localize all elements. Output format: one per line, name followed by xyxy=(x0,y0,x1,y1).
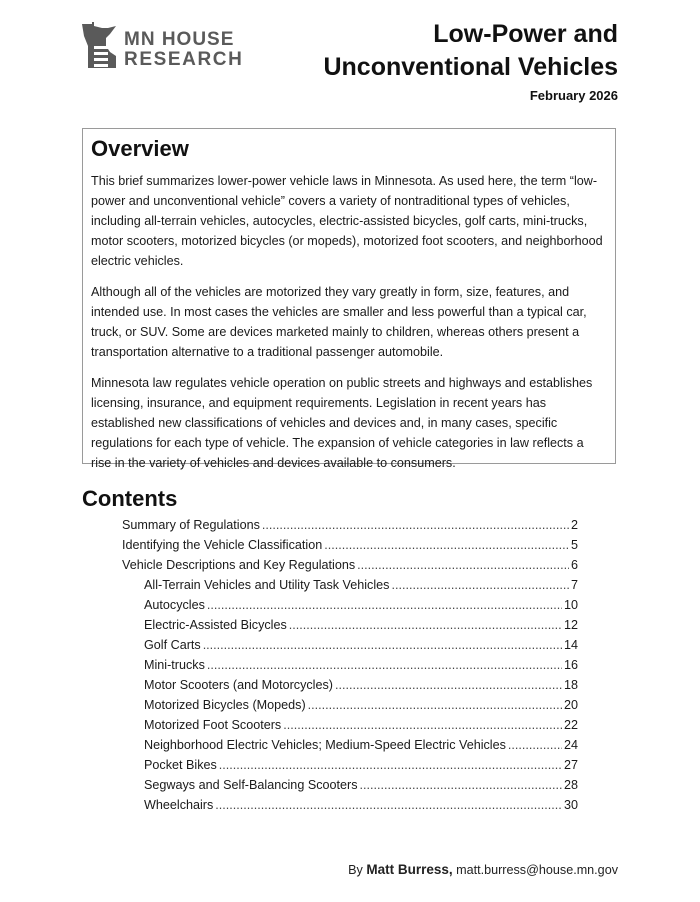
toc-entry-label: Electric-Assisted Bicycles xyxy=(144,618,287,632)
toc-entry-label: Motorized Foot Scooters xyxy=(144,718,282,732)
toc-entry-label: Motorized Bicycles (Mopeds) xyxy=(144,698,306,712)
toc-dot-leader xyxy=(357,558,569,572)
title-line-1: Low-Power and xyxy=(433,20,618,48)
toc-subentry[interactable] xyxy=(122,798,578,818)
toc-subentry[interactable] xyxy=(122,698,578,718)
toc-entry-label: All-Terrain Vehicles and Utility Task Vehicles xyxy=(144,578,390,592)
toc-dot-leader xyxy=(289,618,562,632)
title-line-2: Unconventional Vehicles xyxy=(323,53,618,81)
logo-line-2: RESEARCH xyxy=(124,49,244,70)
toc-dot-leader xyxy=(308,698,562,712)
toc-entry-page: 16 xyxy=(563,658,578,672)
toc-entry-page: 2 xyxy=(570,518,578,532)
toc-subentry[interactable] xyxy=(122,778,578,798)
logo-line-1: MN HOUSE xyxy=(124,29,235,50)
toc-entry-page: 20 xyxy=(563,698,578,712)
toc-dot-leader xyxy=(324,538,569,552)
toc-entry-page: 18 xyxy=(563,678,578,692)
toc-entry[interactable] xyxy=(122,538,578,558)
toc-entry-label: Motor Scooters (and Motorcycles) xyxy=(144,678,333,692)
table-of-contents xyxy=(122,518,578,818)
publication-date: February 2026 xyxy=(529,88,618,103)
toc-subentry[interactable] xyxy=(122,638,578,658)
toc-entry-page: 6 xyxy=(570,558,578,572)
toc-entry-page: 14 xyxy=(563,638,578,652)
toc-dot-leader xyxy=(360,778,562,792)
toc-entry-page: 24 xyxy=(563,738,578,752)
overview-box xyxy=(82,128,616,470)
author-byline xyxy=(348,862,618,877)
overview-paragraph-1: This brief summarizes lower-power vehicle laws in Minnesota. As used here, the term “low-power and unconventional vehicle” covers a variety of nontraditional types of vehicles, including all-terrain vehicles, autocycles, electric-assisted bicycles, golf carts, mini-trucks, motor scooters, motorized bicycles (or mopeds), motorized foot scooters, and neighborhood electric vehicles. xyxy=(91,174,603,268)
toc-entry-label: Mini-trucks xyxy=(144,658,205,672)
toc-subentry[interactable] xyxy=(122,658,578,678)
author-email-link[interactable]: matt.burress@house.mn.gov xyxy=(456,863,618,877)
toc-dot-leader xyxy=(391,578,569,592)
toc-dot-leader xyxy=(215,798,562,812)
toc-entry-label: Wheelchairs xyxy=(144,798,214,812)
toc-dot-leader xyxy=(207,658,562,672)
overview-paragraph-2: Although all of the vehicles are motorized they vary greatly in form, size, features, and intended use. In most cases the vehicles are smaller and less powerful than a typical car, truck, or SUV. Some are devices marketed mainly to children, whereas others present a transportation alternative to a traditional passenger automobile. xyxy=(91,285,587,359)
author-name: Matt Burress, xyxy=(366,862,453,877)
toc-dot-leader xyxy=(219,758,562,772)
toc-subentry[interactable] xyxy=(122,758,578,778)
toc-subentry[interactable] xyxy=(122,678,578,698)
toc-entry-page: 5 xyxy=(570,538,578,552)
toc-entry-label: Pocket Bikes xyxy=(144,758,217,772)
toc-entry-page: 22 xyxy=(563,718,578,732)
overview-paragraph-3: Minnesota law regulates vehicle operation on public streets and highways and establishes licensing, insurance, and equipment requirements. Legislation in recent years has established new classifications of vehicles and devices and, in many cases, specific regulations for each type of vehicle. The expansion of vehicle categories in law reflects a rise in the variety of vehicles and devices available to consumers. xyxy=(91,376,593,470)
toc-dot-leader xyxy=(203,638,562,652)
toc-dot-leader xyxy=(508,738,562,752)
toc-entry[interactable] xyxy=(122,558,578,578)
toc-entry-label: Vehicle Descriptions and Key Regulations xyxy=(122,558,356,572)
toc-subentry[interactable] xyxy=(122,598,578,618)
toc-dot-leader xyxy=(283,718,562,732)
toc-entry-label: Autocycles xyxy=(144,598,205,612)
toc-subentry[interactable] xyxy=(122,718,578,738)
minnesota-state-icon xyxy=(80,22,120,68)
document-title xyxy=(323,18,618,84)
toc-entry[interactable] xyxy=(122,518,578,538)
toc-entry-label: Segways and Self-Balancing Scooters xyxy=(144,778,358,792)
mn-house-research-logo xyxy=(80,22,250,72)
toc-entry-page: 27 xyxy=(563,758,578,772)
toc-dot-leader xyxy=(335,678,562,692)
toc-subentry[interactable] xyxy=(122,578,578,598)
contents-heading: Contents xyxy=(82,486,178,511)
byline-prefix: By xyxy=(348,863,363,877)
toc-subentry[interactable] xyxy=(122,738,578,758)
toc-entry-label: Identifying the Vehicle Classification xyxy=(122,538,323,552)
toc-entry-label: Neighborhood Electric Vehicles; Medium-Speed Electric Vehicles xyxy=(144,738,506,752)
toc-entry-page: 28 xyxy=(563,778,578,792)
toc-dot-leader xyxy=(207,598,562,612)
toc-subentry[interactable] xyxy=(122,618,578,638)
toc-entry-label: Golf Carts xyxy=(144,638,201,652)
toc-entry-page: 7 xyxy=(570,578,578,592)
toc-entry-page: 30 xyxy=(563,798,578,812)
toc-entry-label: Summary of Regulations xyxy=(122,518,260,532)
toc-entry-page: 10 xyxy=(563,598,578,612)
overview-heading: Overview xyxy=(91,136,189,161)
toc-dot-leader xyxy=(262,518,569,532)
toc-entry-page: 12 xyxy=(563,618,578,632)
